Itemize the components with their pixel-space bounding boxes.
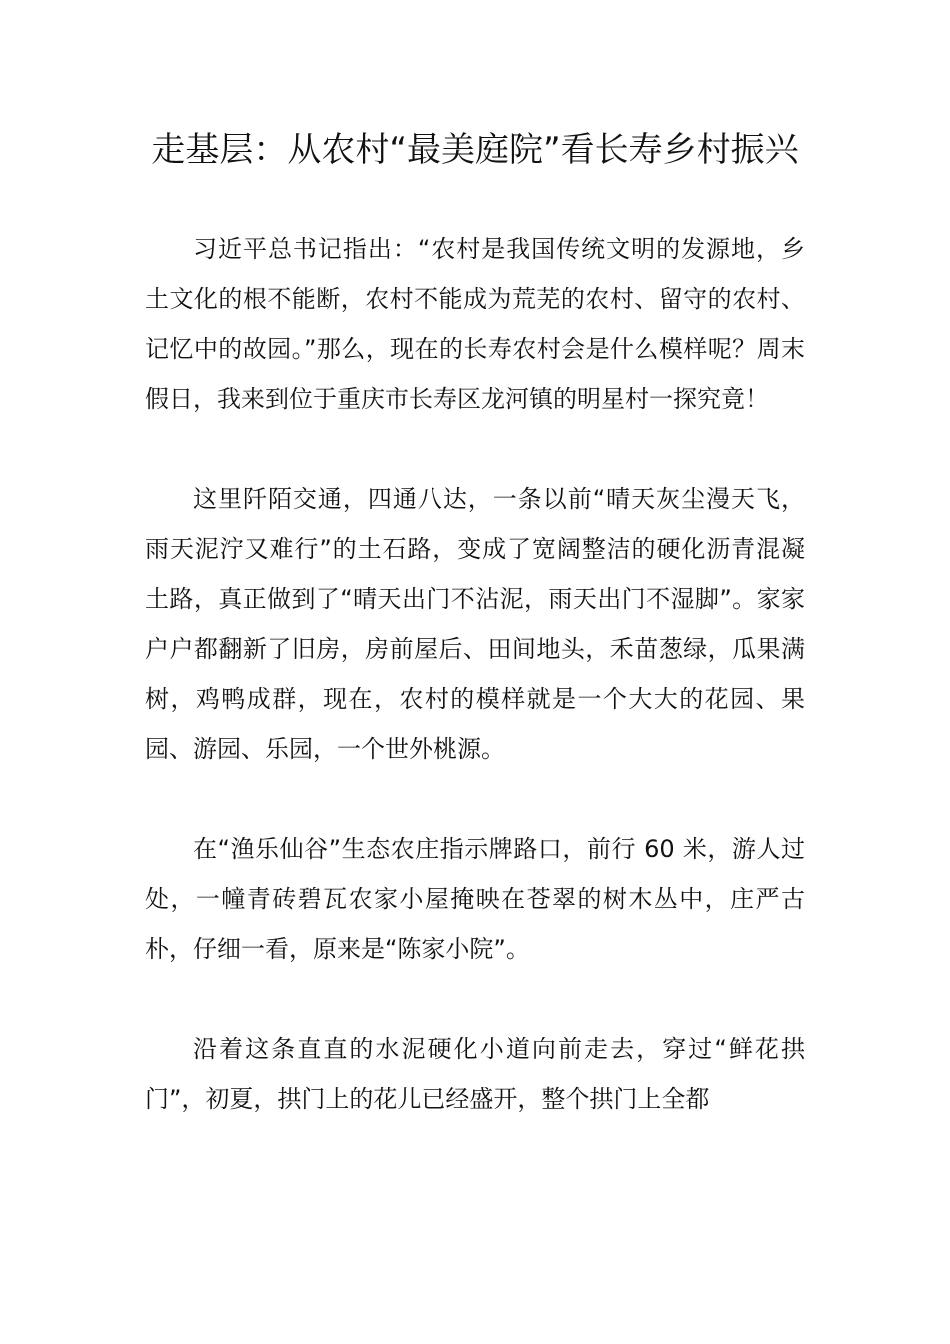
paragraph-4: 沿着这条直直的水泥硬化小道向前走去，穿过“鲜花拱门”，初夏，拱门上的花儿已经盛开，整个拱门上全都 bbox=[145, 1035, 805, 1113]
paragraph-2: 这里阡陌交通，四通八达，一条以前“晴天灰尘漫天飞，雨天泥泞又难行”的土石路，变成了宽阔整洁的硬化沥青混凝土路，真正做到了“晴天出门不沾泥，雨天出门不湿脚”。家家户户都翻新了旧房，房前屋后、田间地头，禾苗葱绿，瓜果满树，鸡鸭成群，现在，农村的模样就是一个大大的花园、果园、游园、乐园，一个世外桃源。 bbox=[145, 485, 805, 763]
document-body bbox=[145, 224, 805, 1174]
document-title: 走基层：从农村“最美庭院”看长寿乡村振兴 bbox=[151, 130, 799, 170]
paragraph-1: 习近平总书记指出：“农村是我国传统文明的发源地，乡土文化的根不能断，农村不能成为荒芜的农村、留守的农村、记忆中的故园。”那么，现在的长寿农村会是什么模样呢？周末假日，我来到位于重庆市长寿区龙河镇的明星村一探究竟！ bbox=[145, 235, 805, 413]
paragraph-3: 在“渔乐仙谷”生态农庄指示牌路口，前行 60 米，游人过处，一幢青砖碧瓦农家小屋掩映在苍翠的树木丛中，庄严古朴，仔细一看，原来是“陈家小院”。 bbox=[145, 835, 805, 963]
